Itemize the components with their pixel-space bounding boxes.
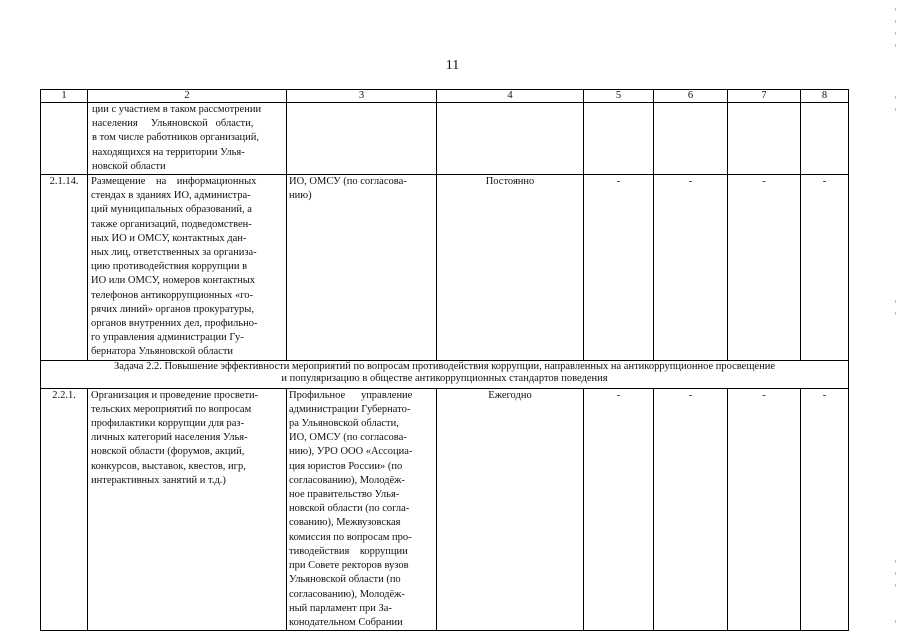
measure-description: Размещение на информационных стендах в зданиях ИО, администра- ций муниципальных образований, а также организаций, подведомствен- ных ИО и ОМСУ, контактных дан- ных лиц, ответственных за организа- цию противодействия коррупции в ИО или ОМСУ, номеров контактных телефонов антикоррупционных «го- рячих линий» органов прокуратуры, органов внутренних дел, профильно- го управления администрации Гу- бернатора Ульяновской области xyxy=(88,175,287,361)
col6-value: - xyxy=(654,388,728,630)
col5-value: - xyxy=(584,388,654,630)
col7-value: - xyxy=(728,388,801,630)
col-header-3: 3 xyxy=(287,90,437,103)
responsible xyxy=(287,103,437,175)
period xyxy=(437,103,584,175)
responsible: ИО, ОМСУ (по согласова- нию) xyxy=(287,175,437,361)
col-header-6: 6 xyxy=(654,90,728,103)
col6-value xyxy=(654,103,728,175)
task-heading: Задача 2.2. Повышение эффективности мероприятий по вопросам противодействия коррупции, направленных на антикоррупционное просвещение и популяризацию в обществе антикоррупционных стандартов поведения xyxy=(41,360,849,388)
table-row xyxy=(41,388,849,630)
col-header-4: 4 xyxy=(437,90,584,103)
col5-value: - xyxy=(584,175,654,361)
item-number: 2.1.14. xyxy=(41,175,88,361)
col-header-1: 1 xyxy=(41,90,88,103)
col7-value xyxy=(728,103,801,175)
responsible: Профильное управление администрации Губернато- ра Ульяновской области, ИО, ОМСУ (по согласова- нию), УРО ООО «Ассоциа- ция юристов России» (по согласованию), Молодёж- ное правительство Улья- новской области (по согла- сованию), Межвузовская комиссия по вопросам про- тиводействия коррупции при Совете ректоров вузов Ульяновской области (по согласованию), Молодёж- ный парламент при За- конодательном Собрании xyxy=(287,388,437,630)
col7-value: - xyxy=(728,175,801,361)
page-number: 11 xyxy=(445,58,460,73)
col-header-2: 2 xyxy=(88,90,287,103)
measure-description: Организация и проведение просвети- тельских мероприятий по вопросам профилактики коррупции для раз- личных категорий населения Улья- новской области (форумов, акций, конкурсов, выставок, квестов, игр, интерактивных занятий и т.д.) xyxy=(88,388,287,630)
item-number: 2.2.1. xyxy=(41,388,88,630)
col6-value: - xyxy=(654,175,728,361)
col-header-8: 8 xyxy=(801,90,849,103)
table-row xyxy=(41,175,849,361)
column-number-row xyxy=(41,90,849,103)
table-row xyxy=(41,103,849,175)
col-header-5: 5 xyxy=(584,90,654,103)
section-row xyxy=(41,360,849,388)
period: Ежегодно xyxy=(437,388,584,630)
col8-value: - xyxy=(801,388,849,630)
measure-description: ции с участием в таком рассмотрении населения Ульяновской области, в том числе работников организаций, находящихся на территории Улья- новской области xyxy=(88,103,287,175)
col8-value xyxy=(801,103,849,175)
col5-value xyxy=(584,103,654,175)
measures-table xyxy=(40,89,849,631)
col-header-7: 7 xyxy=(728,90,801,103)
col8-value: - xyxy=(801,175,849,361)
scan-edge-marks xyxy=(895,0,899,640)
item-number xyxy=(41,103,88,175)
period: Постоянно xyxy=(437,175,584,361)
